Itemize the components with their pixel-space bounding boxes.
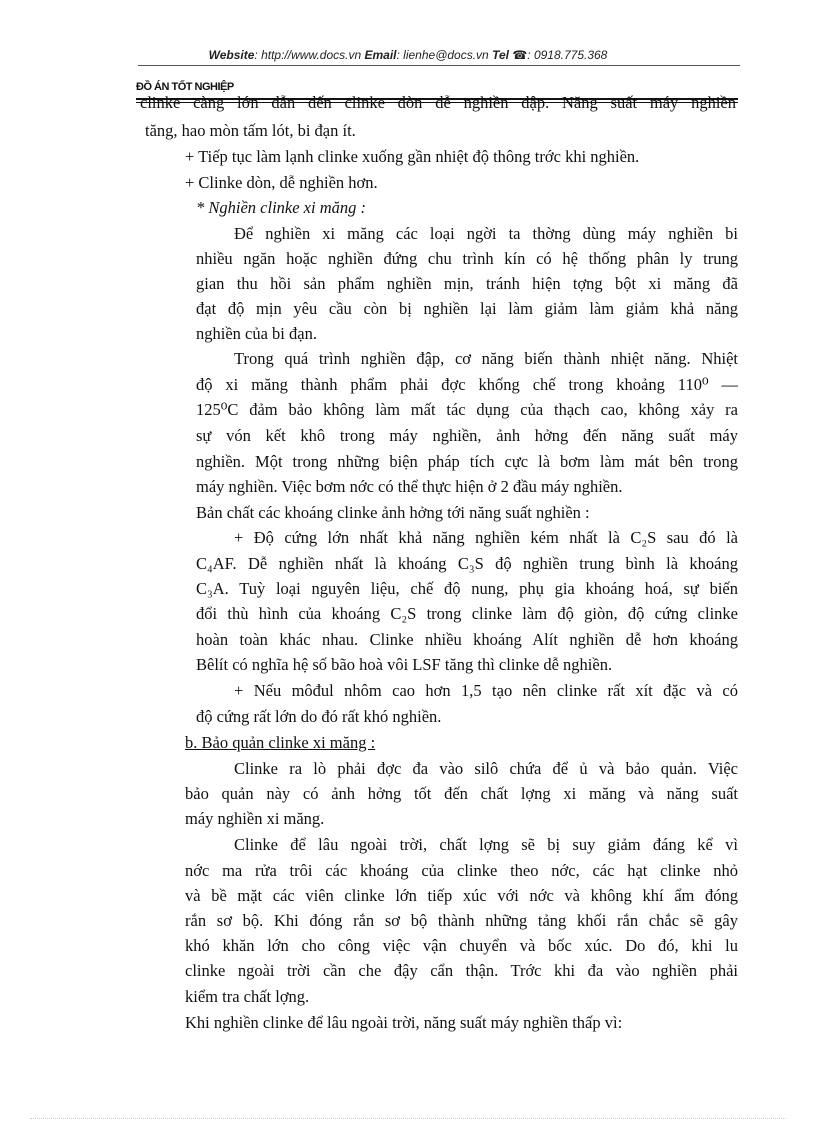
body-line: Khi nghiền clinke để lâu ngoài trời, năng suất máy nghiền thấp vì: xyxy=(185,1013,623,1032)
footer-dotted-rule xyxy=(30,1118,786,1119)
body-line: sự vón kết khô trong máy nghiền, ảnh hởng đến năng suất máy xyxy=(196,426,738,445)
body-line: Để nghiền xi măng các loại ngời ta thờng dùng máy nghiền bi xyxy=(234,224,738,243)
body-line: Bản chất các khoáng clinke ảnh hởng tới năng suất nghiền : xyxy=(196,503,590,522)
body-line: + Nếu môđul nhôm cao hơn 1,5 tạo nên clinke rất xít đặc và có xyxy=(234,681,738,700)
body-line: + Clinke dòn, dễ nghiền hơn. xyxy=(185,173,378,192)
body-line: bảo quản này có ảnh hởng tốt đến chất lợng xi măng và năng suất xyxy=(185,784,738,803)
tel-value: : 0918.775.368 xyxy=(527,48,608,62)
phone-icon: ☎ xyxy=(512,48,528,62)
body-line: đổi thù hình của khoáng C₂S trong clinke làm độ giòn, độ cứng clinke xyxy=(196,604,738,623)
body-line: máy nghiền xi măng. xyxy=(185,809,325,828)
page-header xyxy=(0,48,816,62)
body-line-cut: clinke càng lớn dẫn đến clinke dòn dễ nghiền đập. Năng suất máy nghiền xyxy=(140,94,736,112)
body-line: kiểm tra chất lợng. xyxy=(185,987,310,1006)
section-heading: * Nghiền clinke xi măng : xyxy=(196,198,366,217)
website-value[interactable]: : http://www.docs.vn xyxy=(254,48,362,62)
body-line: tăng, hao mòn tấm lót, bi đạn ít. xyxy=(145,121,356,140)
tel-label: Tel xyxy=(492,48,509,62)
website-label: Website xyxy=(208,48,255,62)
body-line: Trong quá trình nghiền đập, cơ năng biến thành nhiệt năng. Nhiệt xyxy=(234,349,738,368)
body-line: + Độ cứng lớn nhất khả năng nghiền kém nhất là C₂S sau đó là xyxy=(234,528,738,547)
body-line: độ xi măng thành phẩm phải đợc khống chế trong khoảng 110⁰ — xyxy=(196,375,738,394)
body-line: máy nghiền. Việc bơm nớc có thể thực hiện ở 2 đầu máy nghiền. xyxy=(196,477,623,496)
body-line: đạt độ mịn yêu cầu còn bị nghiền lại làm giảm làm giảm khả năng xyxy=(196,299,738,318)
body-line: hoàn toàn khác nhau. Clinke nhiều khoáng Alít nghiền dễ hơn khoáng xyxy=(196,630,738,649)
body-line: C₃A. Tuỳ loại nguyên liệu, chế độ nung, phụ gia khoáng hoá, sự biến xyxy=(196,579,738,598)
section-heading: b. Bảo quản clinke xi măng : xyxy=(185,733,376,752)
body-line: Clinke để lâu ngoài trời, chất lợng sẽ bị suy giảm đáng kể vì xyxy=(234,835,738,854)
body-line: nớc ma rửa trôi các khoáng của clinke theo nớc, các hạt clinke nhỏ xyxy=(185,861,738,880)
body-line: nghiền. Một trong những biện pháp tích cực là bơm làm mát bên trong xyxy=(196,452,738,471)
body-line: khó khăn lớn cho công việc vận chuyển và bốc xúc. Do đó, khi lu xyxy=(185,936,738,955)
body-line: độ cứng rất lớn do đó rất khó nghiền. xyxy=(196,707,442,726)
doc-label: ĐỒ ÁN TỐT NGHIỆP xyxy=(136,81,234,93)
body-line: C₄AF. Dễ nghiền nhất là khoáng C₃S độ nghiền trung bình là khoáng xyxy=(196,554,738,573)
body-line: nghiền của bi đạn. xyxy=(196,324,317,343)
email-label: Email xyxy=(364,48,397,62)
header-divider xyxy=(138,65,740,66)
body-line: gian thu hồi sản phẩm nghiền mịn, tránh hiện tợng bột xi măng đã xyxy=(196,274,738,293)
email-value[interactable]: : lienhe@docs.vn xyxy=(396,48,489,62)
body-line: Bêlít có nghĩa hệ số bão hoà vôi LSF tăng thì clinke dễ nghiền. xyxy=(196,655,613,674)
body-line: nhiều ngăn hoặc nghiền đứng chu trình kín có hệ thống phân ly trung xyxy=(196,249,738,268)
body-line: + Tiếp tục làm lạnh clinke xuống gần nhiệt độ thông trớc khi nghiền. xyxy=(185,147,640,166)
body-line: rắn sơ bộ. Khi đóng rắn sơ bộ thành những tảng khối rắn chắc sẽ gây xyxy=(185,911,738,930)
body-line: và bề mặt các viên clinke lớn tiếp xúc với nớc và không khí ẩm đóng xyxy=(185,886,738,905)
body-line: clinke ngoài trời cần che đậy cẩn thận. Trớc khi đa vào nghiền phải xyxy=(185,961,738,980)
body-line: 125⁰C đảm bảo không làm mất tác dụng của thạch cao, không xảy ra xyxy=(196,400,738,419)
body-line: Clinke ra lò phải đợc đa vào silô chứa để ủ và bảo quản. Việc xyxy=(234,759,738,778)
